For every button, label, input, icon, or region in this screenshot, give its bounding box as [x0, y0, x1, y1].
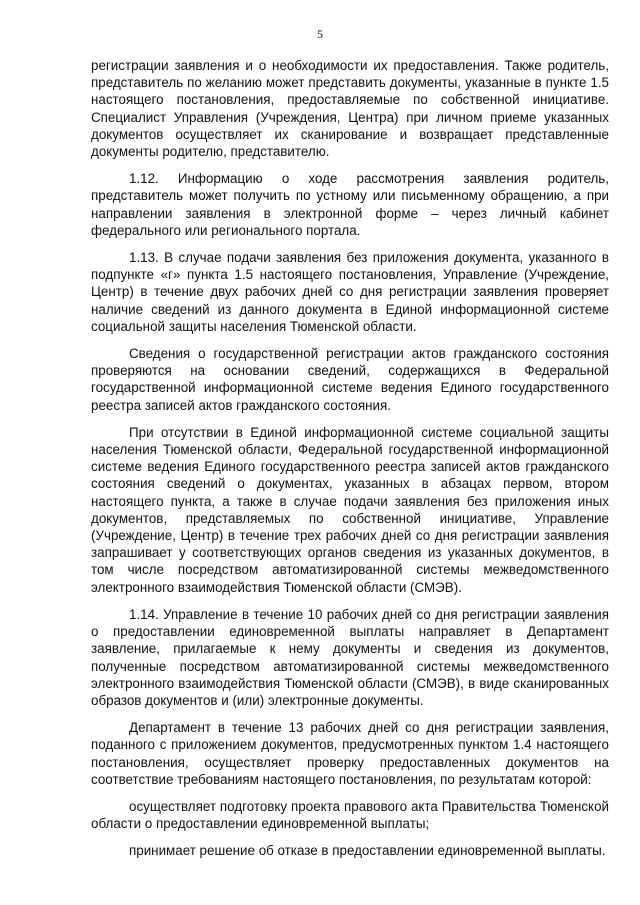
paragraph-prepare-draft-act: осуществляет подготовку проекта правового акта Правительства Тюменской области о предоставлении единовременной выплаты;	[91, 798, 609, 832]
paragraph-1-13: 1.13. В случае подачи заявления без приложения документа, указанного в подпункте «г» пункта 1.5 настоящего постановления, Управление (Учреждение, Центр) в течение двух рабочих дней со дня регистрации заявления проверяет наличие сведений из данного документа в Единой информационной системе социальной защиты населения Тюменской области.	[91, 250, 609, 334]
paragraph-1-14: 1.14. Управление в течение 10 рабочих дней со дня регистрации заявления о предоставлении единовременной выплаты направляет в Департамент заявление, прилагаемые к нему документы и сведения из документов, полученные посредством автоматизированной системы межведомственного электронного взаимодействия Тюменской области (СМЭВ), в виде сканированных образов документов и (или) электронные документы.	[91, 606, 609, 708]
paragraph-absence-of-records: При отсутствии в Единой информационной системе социальной защиты населения Тюменской области, Федеральной государственной информационной системе ведения Единого государственного реестра записей актов гражданского состояния сведений о документах, указанных в абзацах первом, втором настоящего пункта, а также в случае подачи заявления без приложения иных документов, представляемых по собственной инициативе, Управление (Учреждение, Центр) в течение трех рабочих дней со дня регистрации заявления запрашивает у соответствующих органов сведения из указанных документов, в том числе посредством автоматизированной системы межведомственного электронного взаимодействия Тюменской области (СМЭВ).	[91, 424, 609, 595]
paragraph-1-12: 1.12. Информацию о ходе рассмотрения заявления родитель, представитель может получить по устному или письменному обращению, а при направлении заявления в электронной форме – через личный кабинет федерального или регионального портала.	[91, 171, 609, 238]
paragraph-continuation: регистрации заявления и о необходимости их предоставления. Также родитель, представитель по желанию может представить документы, указанные в пункте 1.5 настоящего постановления, предоставляемые по собственной инициативе. Специалист Управления (Учреждения, Центра) при личном приеме указанных документов осуществляет их сканирование и возвращает представленные документы родителю, представителю.	[91, 58, 609, 160]
paragraph-refusal-decision: принимает решение об отказе в предоставлении единовременной выплаты.	[129, 843, 606, 859]
paragraph-civil-registration: Сведения о государственной регистрации актов гражданского состояния проверяются на основании сведений, содержащихся в Федеральной государственной информационной системе ведения Единого государственного реестра записей актов гражданского состояния.	[91, 346, 609, 413]
document-body	[91, 57, 609, 870]
page-number: 5	[317, 27, 323, 41]
paragraph-department-review: Департамент в течение 13 рабочих дней со дня регистрации заявления, поданного с приложением документов, предусмотренных пунктом 1.4 настоящего постановления, осуществляет проверку предоставленных документов на соответствие требованиям настоящего постановления, по результатам которой:	[91, 720, 609, 787]
